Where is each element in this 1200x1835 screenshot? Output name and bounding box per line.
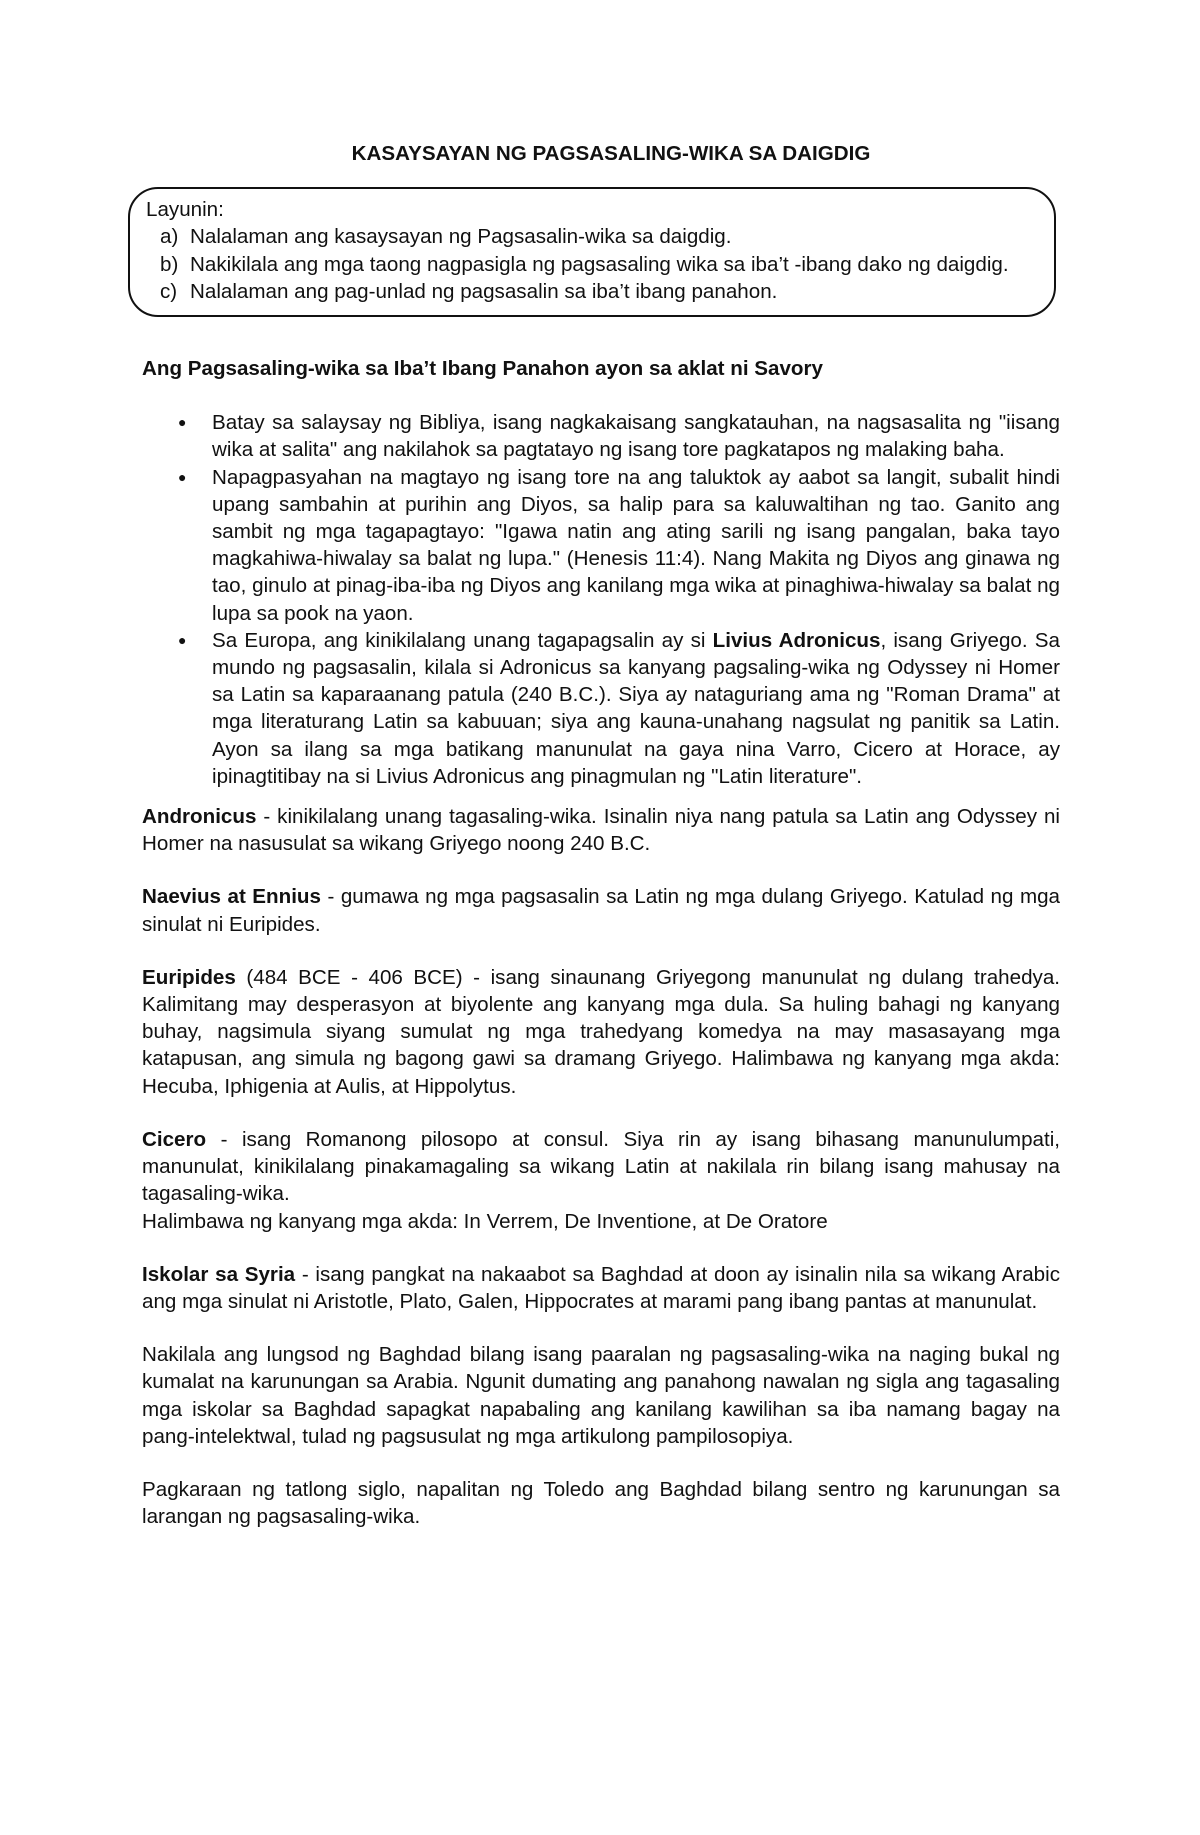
entry-text: - isang Romanong pilosopo at consul. Siya rin ay isang bihasang manunulumpati, manunulat, kinikilalang pinakamagaling sa wikang Latin at nakilala rin bilang isang mahusay na tagasaling-wika. — [142, 1127, 1060, 1206]
paragraph-toledo: Pagkaraan ng tatlong siglo, napalitan ng Toledo ang Baghdad bilang sentro ng karunungan sa larangan ng pagsasaling-wika. — [142, 1477, 1060, 1529]
bullet-text-after: , isang Griyego. Sa mundo ng pagsasalin, kilala si Adronicus sa kanyang pagsaling-wika ng Odyssey ni Homer sa Latin sa kaparaanang patula (240 B.C.). Siya ay nataguriang ama ng "Roman Drama" at mga literaturang Latin sa kabuuan; siya ang kauna-unahang nagsulat ng panitik sa Latin. Ayon sa ilang sa mga batikang manunulat na gaya nina Varro, Cicero at Horace, ay ipinagtitibay na si Livius Adronicus ang pinagmulan ng "Latin literature". — [212, 628, 1060, 788]
objective-letter: a) — [160, 225, 179, 249]
entry-naevius-ennius — [142, 883, 1060, 937]
entry-term: Andronicus — [142, 805, 257, 829]
bullet-item — [142, 409, 1060, 463]
entry-text: - kinikilalang unang tagasaling-wika. Isinalin niya nang patula sa Latin ang Odyssey ni Homer na nasusulat sa wikang Griyego noong 240 B.C. — [142, 805, 1060, 856]
entry-term: Cicero — [142, 1127, 207, 1151]
entry-cicero-works: Halimbawa ng kanyang mga akda: In Verrem, De Inventione, at De Oratore — [142, 1209, 828, 1233]
page-title: KASAYSAYAN NG PAGSASALING-WIKA SA DAIGDIG — [351, 142, 871, 165]
entry-cicero — [142, 1126, 1060, 1208]
paragraph-baghdad: Nakilala ang lungsod ng Baghdad bilang isang paaralan ng pagsasaling-wika na naging bukal ng kumalat na karunungan sa Arabia. Ngunit dumating ang panahong nawalan ng sigla ang tagasaling mga iskolar sa Baghdad sapagkat napabaling ang kanilang kawilihan sa iba namang bagay na pang-intelektwal, tulad ng pagsusulat ng mga artikulong pampilosopiya. — [142, 1343, 1060, 1448]
objectives-box — [128, 187, 1056, 317]
objective-letter: c) — [160, 279, 178, 303]
document-page — [142, 140, 1060, 1556]
entry-text: (484 BCE - 406 BCE) - isang sinaunang Griyegong manunulat ng dulang trahedya. Kalimitang may desperasyon at biyolente ang kanyang mga dula. Sa huling bahagi ng kanyang buhay, nagsimula siyang sumulat ng mga trahedyang komedya na may masasayang mga katapusan, ang simula ng bagong gawi sa dramang Griyego. Halimbawa ng kanyang mga akda: Hecuba, Iphigenia at Aulis, at Hippolytus. — [142, 965, 1060, 1098]
entry-euripides — [142, 964, 1060, 1100]
bullet-icon: ● — [178, 468, 187, 485]
bullet-text — [212, 627, 1060, 790]
entry-term: Euripides — [142, 965, 236, 989]
bullet-icon: ● — [178, 414, 187, 431]
objective-text: Nakikilala ang mga taong nagpasigla ng pagsasaling wika sa iba’t -ibang dako ng daigdig. — [190, 252, 1009, 276]
bullet-bold-name: Livius Adronicus — [712, 628, 881, 652]
objective-item — [160, 278, 1034, 305]
bullet-item — [142, 464, 1060, 627]
section-heading: Ang Pagsasaling-wika sa Iba’t Ibang Panahon ayon sa aklat ni Savory — [142, 357, 823, 381]
bullet-text-before: Sa Europa, ang kinikilalang unang tagapagsalin ay si — [212, 628, 713, 652]
entry-text: - gumawa ng mga pagsasalin sa Latin ng mga dulang Griyego. Katulad ng mga sinulat ni Euripides. — [142, 885, 1061, 936]
objective-item — [160, 251, 1034, 278]
objective-text: Nalalaman ang kasaysayan ng Pagsasalin-wika sa daigdig. — [190, 225, 732, 249]
bullet-text: Napagpasyahan na magtayo ng isang tore na ang taluktok ay aabot sa langit, subalit hindi upang sambahin at purihin ang Diyos, sa halip para sa kaluwaltihan ng tao. Ganito ang sambit ng mga tagapagtayo: "Igawa natin ang ating sarili ng isang pangalan, baka tayo magkahiwa-hiwalay sa balat ng lupa." (Henesis 11:4). Nang Makita ng Diyos ang ginawa ng tao, ginulo at pinag-iba-iba ng Diyos ang kanilang mga wika at pinaghiwa-hiwalay sa balat ng lupa sa pook na yaon. — [212, 465, 1060, 625]
bullet-icon: ● — [178, 631, 187, 648]
entry-andronicus — [142, 803, 1060, 857]
entry-iskolar-syria — [142, 1261, 1060, 1315]
objectives-list — [146, 223, 1034, 305]
objective-letter: b) — [160, 252, 179, 276]
bullet-text: Batay sa salaysay ng Bibliya, isang nagkakaisang sangkatauhan, na nagsasalita ng "iisang wika at salita" ang nakilahok sa pagtatayo ng isang tore pagkatapos ng malaking baha. — [212, 411, 1060, 462]
entry-term: Naevius at Ennius — [142, 885, 321, 909]
objective-text: Nalalaman ang pag-unlad ng pagsasalin sa iba’t ibang panahon. — [190, 279, 778, 303]
entry-text: - isang pangkat na nakaabot sa Baghdad at doon ay isinalin nila sa wikang Arabic ang mga sinulat ni Aristotle, Plato, Galen, Hippocrates at marami pang ibang pantas at manunulat. — [142, 1262, 1060, 1313]
objective-item — [160, 223, 1034, 250]
bullet-item — [142, 627, 1060, 790]
entry-term: Iskolar sa Syria — [142, 1262, 296, 1286]
bullet-list — [142, 409, 1060, 790]
objectives-heading: Layunin: — [146, 198, 224, 222]
